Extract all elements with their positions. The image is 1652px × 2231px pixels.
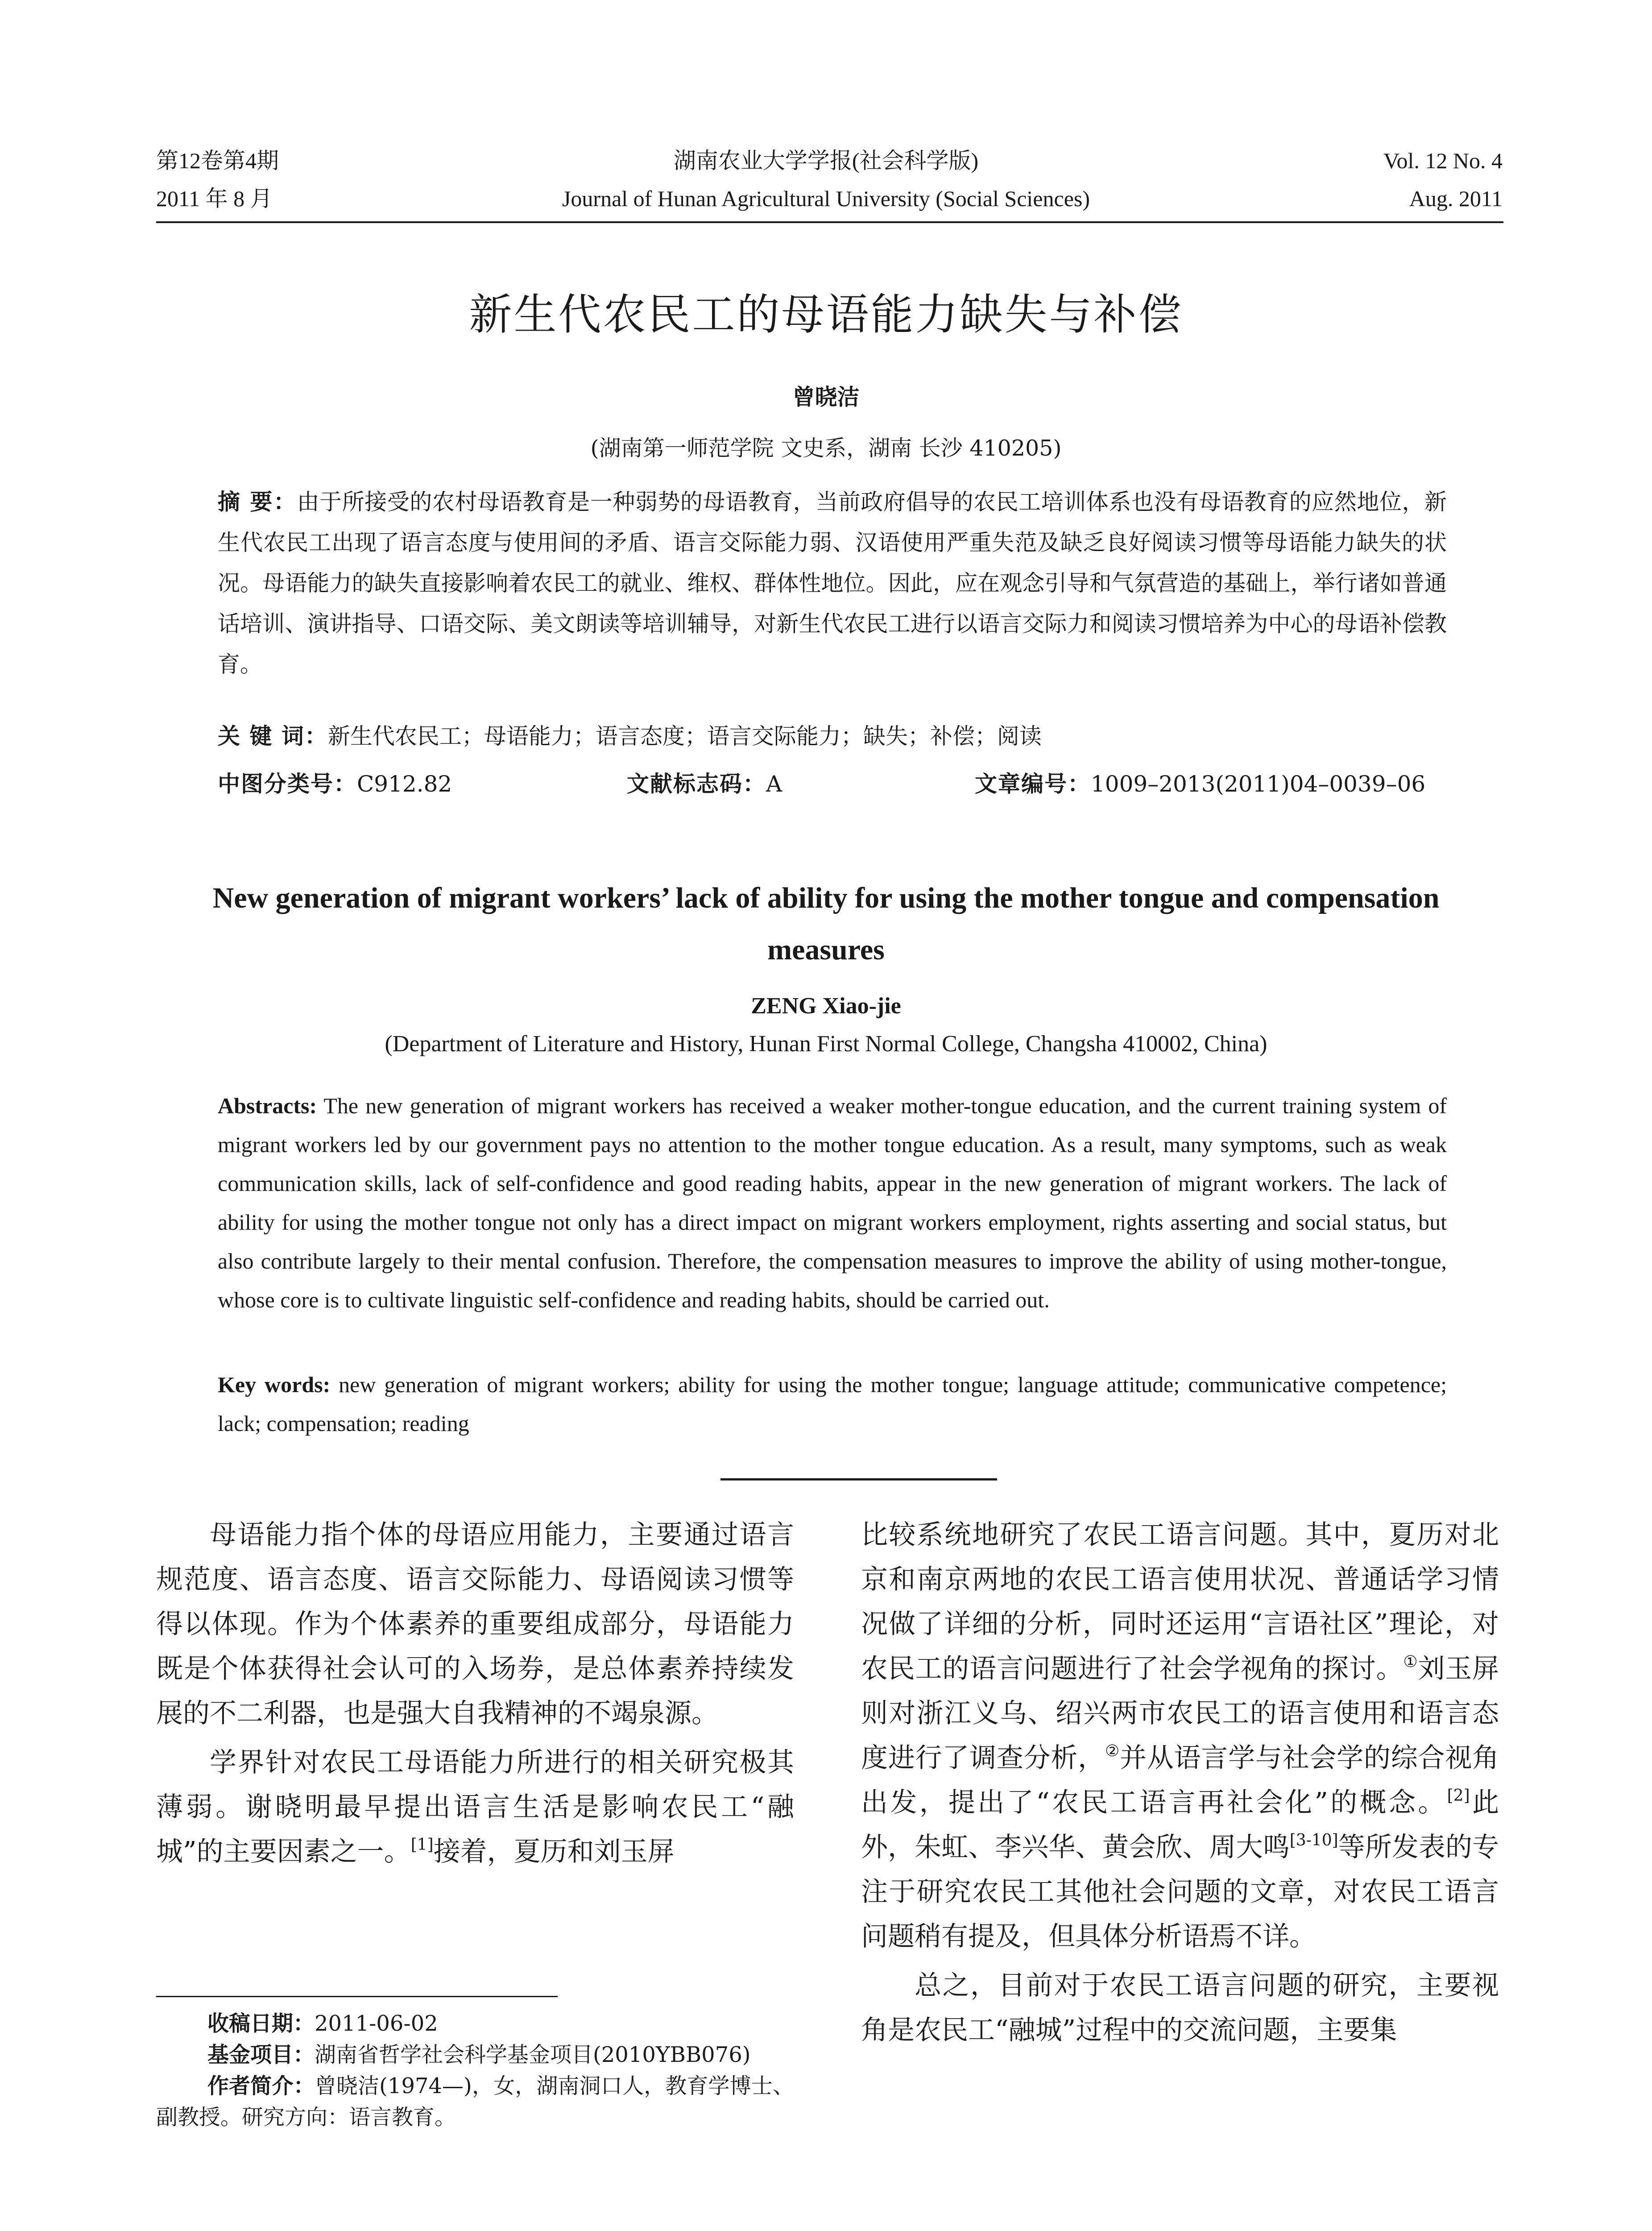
body-column-left	[156, 1513, 794, 1874]
fund-label: 基金项目：	[207, 2042, 315, 2067]
journal-name-en: Journal of Hunan Agricultural University (Social Sciences)	[562, 186, 1090, 211]
keywords-text-en: new generation of migrant workers; ability for using the mother tongue; language attitude; communicative competence; lack; compensation; reading	[218, 1372, 1447, 1436]
author-name-cn: 曾晓洁	[792, 384, 860, 410]
received-value: 2011-06-02	[315, 2011, 438, 2036]
article-title-en: New generation of migrant workers’ lack of ability for using the mother tongue and compensation measures	[212, 882, 1440, 966]
affiliation-cn: (湖南第一师范学院 文史系，湖南 长沙 410205)	[590, 435, 1062, 461]
body-text: 刘玉屏则对浙江义乌、绍兴两市农民工的语言使用和语言态度进行了调查分析，	[861, 1653, 1499, 1774]
keywords-cn	[218, 721, 1447, 752]
body-paragraph: 母语能力指个体的母语应用能力，主要通过语言规范度、语言态度、语言交际能力、母语阅读习惯等得以体现。作为个体素养的重要组成部分，母语能力既是个体获得社会认可的入场券，是总体素养持续发展的不二利器，也是强大自我精神的不竭泉源。	[156, 1519, 794, 1729]
date-en: Aug. 2011	[1409, 186, 1503, 211]
article-no-value: 1009–2013(2011)04–0039–06	[1091, 771, 1426, 797]
body-text: 并从语言学与社会学的综合视角出发，提出了“农民工语言再社会化”的概念。	[861, 1742, 1499, 1818]
doc-code-value: A	[766, 771, 783, 797]
section-divider	[720, 1478, 997, 1480]
article-title-cn: 新生代农民工的母语能力缺失与补偿	[469, 290, 1183, 340]
volume-issue-en: Vol. 12 No. 4	[1383, 148, 1503, 173]
doc-code-label: 文献标志码：	[627, 771, 766, 797]
volume-issue-cn: 第12卷第4期	[156, 148, 279, 173]
article-no-label: 文章编号：	[975, 771, 1091, 797]
received-label: 收稿日期：	[207, 2011, 315, 2036]
author-name-en: ZENG Xiao-jie	[751, 993, 901, 1019]
article-number	[975, 768, 1425, 800]
body-text: 学界针对农民工母语能力所进行的相关研究极其薄弱。谢晓明最早提出语言生活是影响农民工“融城”的主要因素之一。	[156, 1747, 794, 1867]
fund-project	[156, 2039, 794, 2070]
bio-value: 曾晓洁(1974—)，女，湖南洞口人，教育学博士、副教授。研究方向：语言教育。	[156, 2073, 794, 2130]
author-bio	[156, 2070, 794, 2133]
citation-ref: [3-10]	[1289, 1831, 1338, 1849]
bio-label: 作者简介：	[207, 2073, 315, 2098]
keywords-en	[218, 1365, 1447, 1443]
citation-ref: [1]	[410, 1836, 434, 1854]
received-date	[156, 2008, 794, 2039]
body-text: 等所发表的专注于研究农民工其他社会问题的文章，对农民工语言问题稍有提及，但具体分析语焉不详。	[861, 1832, 1499, 1952]
body-paragraph	[156, 1740, 794, 1874]
abstract-en	[218, 1086, 1447, 1319]
clc-label: 中图分类号：	[218, 771, 357, 797]
footnotes	[156, 2008, 794, 2133]
abstract-text-cn: 由于所接受的农村母语教育是一种弱势的母语教育，当前政府倡导的农民工培训体系也没有母语教育的应然地位，新生代农民工出现了语言态度与使用间的矛盾、语言交际能力弱、汉语使用严重失范及缺乏良好阅读习惯等母语能力缺失的状况。母语能力的缺失直接影响着农民工的就业、维权、群体性地位。因此，应在观念引导和气氛营造的基础上，举行诸如普通话培训、演讲指导、口语交际、美文朗读等培训辅导，对新生代农民工进行以语言交际力和阅读习惯培养为中心的母语补偿教育。	[218, 489, 1447, 677]
footnote-marker: ②	[1105, 1742, 1120, 1760]
keywords-text-cn: 新生代农民工；母语能力；语言态度；语言交际能力；缺失；补偿；阅读	[327, 723, 1042, 749]
body-text: 比较系统地研究了农民工语言问题。其中，夏历对北京和南京两地的农民工语言使用状况、普通话学习情况做了详细的分析，同时还运用“言语社区”理论，对农民工的语言问题进行了社会学视角的探讨。	[861, 1519, 1499, 1684]
header-rule	[156, 221, 1503, 223]
affiliation-en: (Department of Literature and History, Hunan First Normal College, Changsha 410002, China)	[385, 1031, 1267, 1057]
abstract-label-en: Abstracts:	[218, 1093, 317, 1118]
footnote-rule	[156, 1996, 558, 1997]
abstract-cn	[218, 482, 1447, 685]
document-code	[627, 768, 782, 800]
body-column-right	[861, 1513, 1499, 2053]
abstract-label-cn: 摘 要：	[218, 489, 297, 515]
footnote-marker: ①	[1403, 1653, 1418, 1671]
abstract-text-en: The new generation of migrant workers has received a weaker mother-tongue education, and the current training system of migrant workers led by our government pays no attention to the mother tongue education. As a result, many symptoms, such as weak communication skills, lack of self-confidence and good reading habits, appear in the new generation of migrant workers. The lack of ability for using the mother tongue not only has a direct impact on migrant workers employment, rights asserting and social status, but also contribute largely to their mental confusion. Therefore, the compensation measures to improve the ability of using mother-tongue, whose core is to cultivate linguistic self-confidence and reading habits, should be carried out.	[218, 1093, 1447, 1312]
clc-value: C912.82	[357, 771, 452, 797]
body-text: 此外，朱虹、李兴华、黄会欣、周大鸣	[861, 1787, 1499, 1863]
body-paragraph	[861, 1513, 1499, 1959]
body-text: 接着，夏历和刘玉屏	[433, 1836, 675, 1867]
keywords-label-cn: 关 键 词：	[218, 723, 328, 749]
journal-name-cn: 湖南农业大学学报(社会科学版)	[673, 148, 979, 173]
fund-value: 湖南省哲学社会科学基金项目(2010YBB076)	[315, 2042, 751, 2067]
keywords-label-en: Key words:	[218, 1372, 331, 1397]
date-cn: 2011 年 8 月	[156, 186, 273, 211]
clc-number	[218, 768, 452, 800]
citation-ref: [2]	[1447, 1787, 1470, 1805]
body-paragraph: 总之，目前对于农民工语言问题的研究，主要视角是农民工“融城”过程中的交流问题，主要集	[861, 1970, 1499, 2046]
